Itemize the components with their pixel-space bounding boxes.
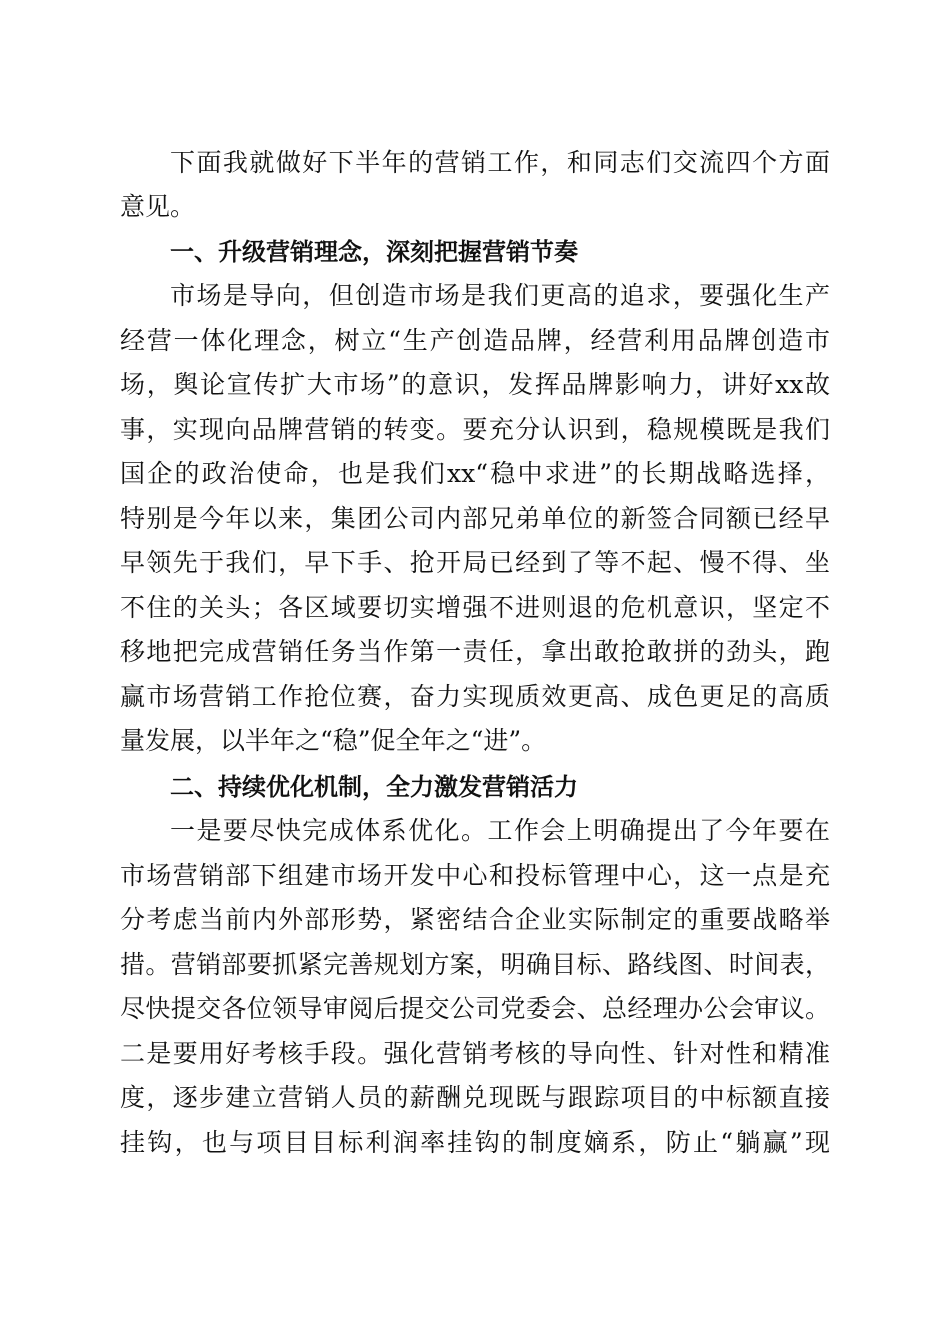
section-2-line-6: 二是要用好考核手段。强化营销考核的导向性、针对性和精准 xyxy=(120,1039,830,1068)
section-1-line-4: 事，实现向品牌营销的转变。要充分认识到，稳规模既是我们 xyxy=(120,415,830,444)
section-1-line-9: 移地把完成营销任务当作第一责任，拿出敢抢敢拼的劲头，跑 xyxy=(120,637,830,666)
section-1-line-10: 赢市场营销工作抢位赛，奋力实现质效更高、成色更足的高质 xyxy=(120,682,830,711)
section-2-line-7: 度，逐步建立营销人员的薪酬兑现既与跟踪项目的中标额直接 xyxy=(120,1083,830,1112)
section-2-line-4: 措。营销部要抓紧完善规划方案，明确目标、路线图、时间表， xyxy=(120,950,830,979)
section-2-line-5: 尽快提交各位领导审阅后提交公司党委会、总经理办公会审议。 xyxy=(120,994,830,1023)
section-2-heading: 二、持续优化机制，全力激发营销活力 xyxy=(170,773,578,801)
section-1-line-8: 不住的关头；各区域要切实增强不进则退的危机意识，坚定不 xyxy=(120,593,830,622)
section-1-line-6: 特别是今年以来，集团公司内部兄弟单位的新签合同额已经早 xyxy=(120,504,830,533)
section-1-line-5: 国企的政治使命，也是我们xx“稳中求进”的长期战略选择， xyxy=(120,459,830,488)
section-1-line-1: 市场是导向，但创造市场是我们更高的追求，要强化生产 xyxy=(170,281,830,310)
section-1-line-7: 早领先于我们，早下手、抢开局已经到了等不起、慢不得、坐 xyxy=(120,548,830,577)
section-1-line-11: 量发展，以半年之“稳”促全年之“进”。 xyxy=(120,726,547,755)
intro-line-1: 下面我就做好下半年的营销工作，和同志们交流四个方面 xyxy=(170,148,830,177)
intro-line-2: 意见。 xyxy=(120,192,196,221)
section-1-line-2: 经营一体化理念，树立“生产创造品牌，经营利用品牌创造市 xyxy=(120,326,830,355)
section-2-line-2: 市场营销部下组建市场开发中心和投标管理中心，这一点是充 xyxy=(120,861,830,890)
section-2-line-1: 一是要尽快完成体系优化。工作会上明确提出了今年要在 xyxy=(170,816,830,845)
section-1-line-3: 场，舆论宣传扩大市场”的意识，发挥品牌影响力，讲好xx故 xyxy=(120,370,830,399)
section-2-line-3: 分考虑当前内外部形势，紧密结合企业实际制定的重要战略举 xyxy=(120,905,830,934)
section-2-line-8: 挂钩，也与项目目标利润率挂钩的制度嫡系，防止“躺赢”现 xyxy=(120,1128,830,1157)
section-1-heading: 一、升级营销理念，深刻把握营销节奏 xyxy=(170,238,578,266)
